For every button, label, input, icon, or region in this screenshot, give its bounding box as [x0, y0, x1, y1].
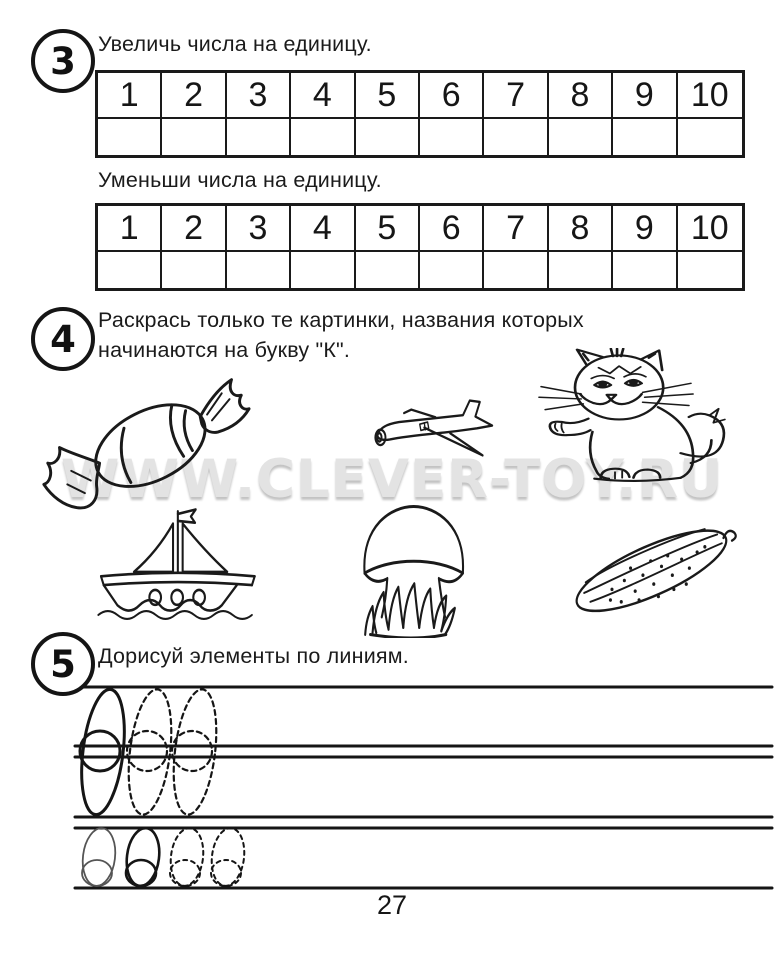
- answer-cell: [291, 119, 355, 155]
- airplane-drawing: [372, 395, 504, 461]
- sailboat-icon: [90, 506, 265, 622]
- site-watermark: WWW.CLEVER-TOY.RU: [60, 449, 724, 510]
- tracing-lines-area: [0, 675, 784, 900]
- increase-numbers-table: [95, 70, 745, 158]
- answer-cell: [678, 252, 742, 288]
- answer-cell: [613, 252, 677, 288]
- answer-cell: [291, 252, 355, 288]
- trace-sample-element: [124, 826, 163, 887]
- number-cell: 2: [162, 73, 226, 119]
- task4-number-badge: 4: [31, 307, 95, 371]
- answer-cell: [484, 119, 548, 155]
- cucumber-icon: [564, 506, 742, 632]
- number-cell: 2: [162, 206, 226, 252]
- task5-title: Дорисуй элементы по линиям.: [98, 644, 409, 668]
- trace-sample-element: [80, 826, 119, 887]
- cat-drawing: [535, 348, 735, 500]
- trace-dashed-element: [168, 826, 248, 887]
- task5-number-badge: 5: [31, 632, 95, 696]
- number-cell: 3: [227, 206, 291, 252]
- mushroom-drawing: [348, 496, 480, 638]
- trace-sample-element: [75, 687, 130, 817]
- number-cell: 9: [613, 73, 677, 119]
- number-cell: 1: [98, 206, 162, 252]
- answer-cell: [356, 252, 420, 288]
- answer-cell: [420, 252, 484, 288]
- task3-number-badge: 3: [31, 29, 95, 93]
- answer-cell: [98, 119, 162, 155]
- number-cell: 4: [291, 206, 355, 252]
- sailboat-drawing: [90, 506, 265, 622]
- cucumber-drawing: [564, 506, 742, 632]
- task3-decrease-title: Уменьши числа на единицу.: [98, 168, 382, 192]
- answer-cell: [678, 119, 742, 155]
- number-cell: 9: [613, 206, 677, 252]
- number-cell: 4: [291, 73, 355, 119]
- answer-cell: [162, 119, 226, 155]
- task3-increase-title: Увеличь числа на единицу.: [98, 32, 372, 56]
- answer-cell: [98, 252, 162, 288]
- answer-cell: [227, 252, 291, 288]
- number-cell: 10: [678, 206, 742, 252]
- answer-cell: [162, 252, 226, 288]
- answer-cell: [356, 119, 420, 155]
- number-cell: 7: [484, 73, 548, 119]
- decrease-numbers-table: [95, 203, 745, 291]
- number-cell: 7: [484, 206, 548, 252]
- number-cell: 6: [420, 73, 484, 119]
- cat-icon: [535, 348, 735, 500]
- number-cell: 5: [356, 73, 420, 119]
- answer-cell: [549, 252, 613, 288]
- answer-cell: [227, 119, 291, 155]
- task4-title-line2: начинаются на букву "К".: [98, 338, 351, 362]
- task4-title-line1: Раскрась только те картинки, названия которых: [98, 308, 584, 332]
- number-cell: 6: [420, 206, 484, 252]
- answer-cell: [549, 119, 613, 155]
- airplane-icon: [372, 395, 504, 461]
- answer-cell: [420, 119, 484, 155]
- number-cell: 3: [227, 73, 291, 119]
- number-cell: 1: [98, 73, 162, 119]
- trace-dashed-element: [122, 687, 222, 817]
- number-cell: 8: [549, 206, 613, 252]
- answer-cell: [613, 119, 677, 155]
- number-cell: 10: [678, 73, 742, 119]
- mushroom-icon: [348, 496, 480, 638]
- answer-cell: [484, 252, 548, 288]
- number-cell: 5: [356, 206, 420, 252]
- page-number: 27: [376, 890, 408, 920]
- number-cell: 8: [549, 73, 613, 119]
